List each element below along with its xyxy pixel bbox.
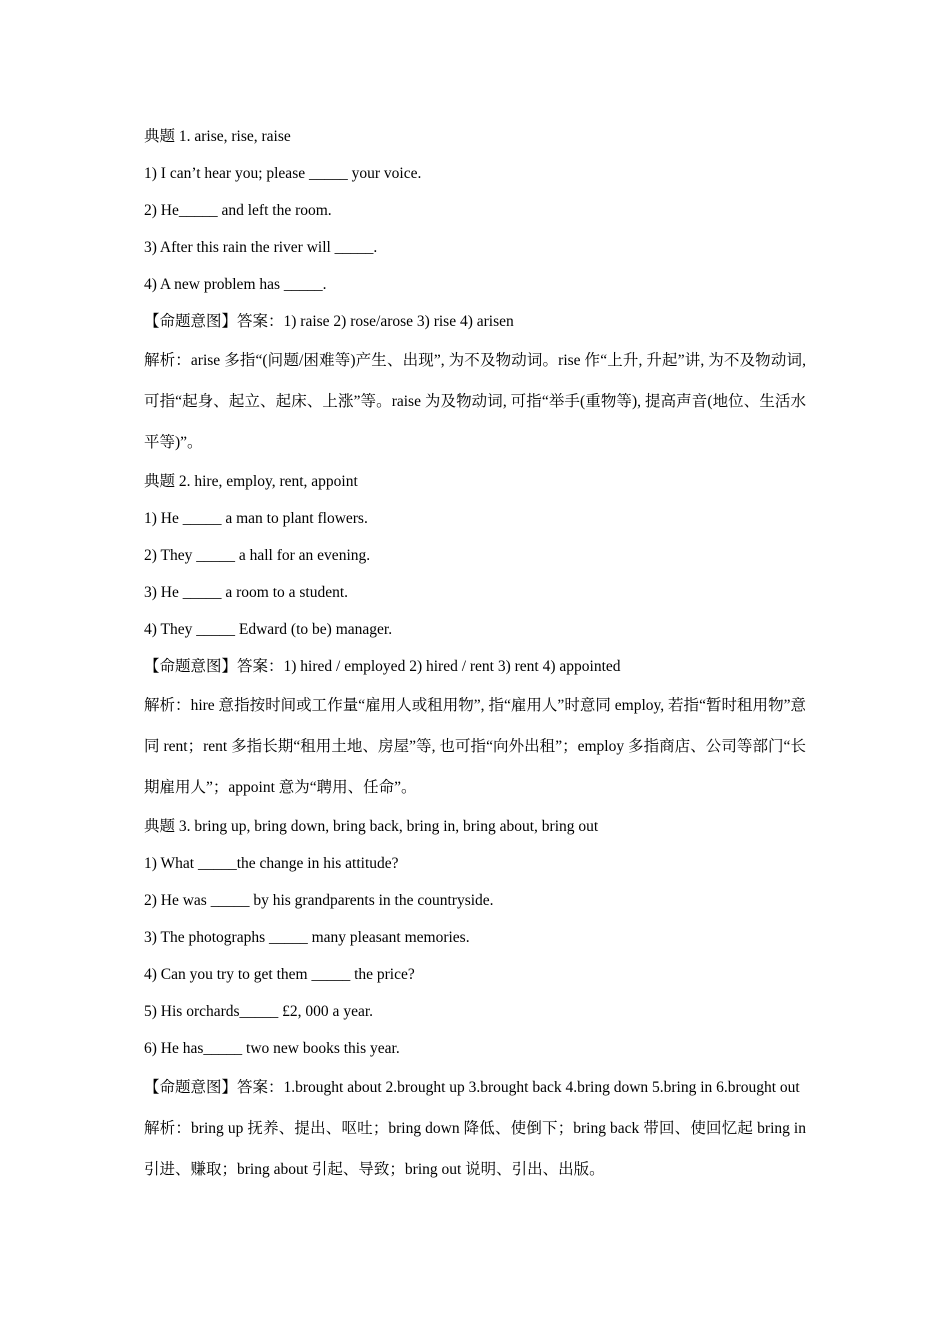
document-page [144, 118, 806, 1190]
question-item: 2) He_____ and left the room. [144, 202, 332, 219]
question-item: 5) His orchards_____ £2, 000 a year. [144, 1003, 374, 1020]
question-item: 1) What _____the change in his attitude? [144, 855, 399, 872]
question-item: 1) I can’t hear you; please _____ your voice. [144, 165, 422, 182]
answer-line: 【命题意图】答案：1) raise 2) rose/arose 3) rise 4) arisen [144, 313, 514, 330]
analysis-paragraph: 解析：bring up 抚养、提出、呕吐；bring down 降低、使倒下；bring back 带回、使回忆起 bring in 引进、赚取；bring about 引起、导致；bring out 说明、引出、出版。 [144, 1120, 806, 1178]
question-item: 1) He _____ a man to plant flowers. [144, 510, 368, 527]
question-item: 6) He has_____ two new books this year. [144, 1040, 400, 1057]
question-item: 3) He _____ a room to a student. [144, 584, 349, 601]
section-title: 典题 1. arise, rise, raise [144, 128, 291, 145]
question-item: 3) After this rain the river will _____. [144, 239, 378, 256]
question-item: 2) They _____ a hall for an evening. [144, 547, 371, 564]
question-item: 3) The photographs _____ many pleasant memories. [144, 929, 470, 946]
section-2 [144, 463, 806, 808]
answer-line: 【命题意图】答案：1.brought about 2.brought up 3.brought back 4.bring down 5.bring in 6.brought out [144, 1079, 800, 1096]
section-title: 典题 3. bring up, bring down, bring back, bring in, bring about, bring out [144, 818, 599, 835]
question-item: 4) A new problem has _____. [144, 276, 327, 293]
analysis-paragraph: 解析：arise 多指“(问题/困难等)产生、出现”, 为不及物动词。rise 作“上升, 升起”讲, 为不及物动词, 可指“起身、起立、起床、上涨”等。raise 为及物动词, 可指“举手(重物等), 提高声音(地位、生活水平等)”。 [144, 352, 806, 451]
question-item: 4) Can you try to get them _____ the price? [144, 966, 415, 983]
question-item: 2) He was _____ by his grandparents in the countryside. [144, 892, 494, 909]
question-item: 4) They _____ Edward (to be) manager. [144, 621, 393, 638]
answer-line: 【命题意图】答案：1) hired / employed 2) hired / rent 3) rent 4) appointed [144, 658, 621, 675]
section-1 [144, 118, 806, 463]
section-3 [144, 808, 806, 1190]
section-title: 典题 2. hire, employ, rent, appoint [144, 473, 358, 490]
analysis-paragraph: 解析：hire 意指按时间或工作量“雇用人或租用物”, 指“雇用人”时意同 employ, 若指“暂时租用物”意同 rent；rent 多指长期“租用土地、房屋”等, 也可指“向外出租”；employ 多指商店、公司等部门“长期雇用人”；appoint 意为“聘用、任命”。 [144, 697, 806, 796]
